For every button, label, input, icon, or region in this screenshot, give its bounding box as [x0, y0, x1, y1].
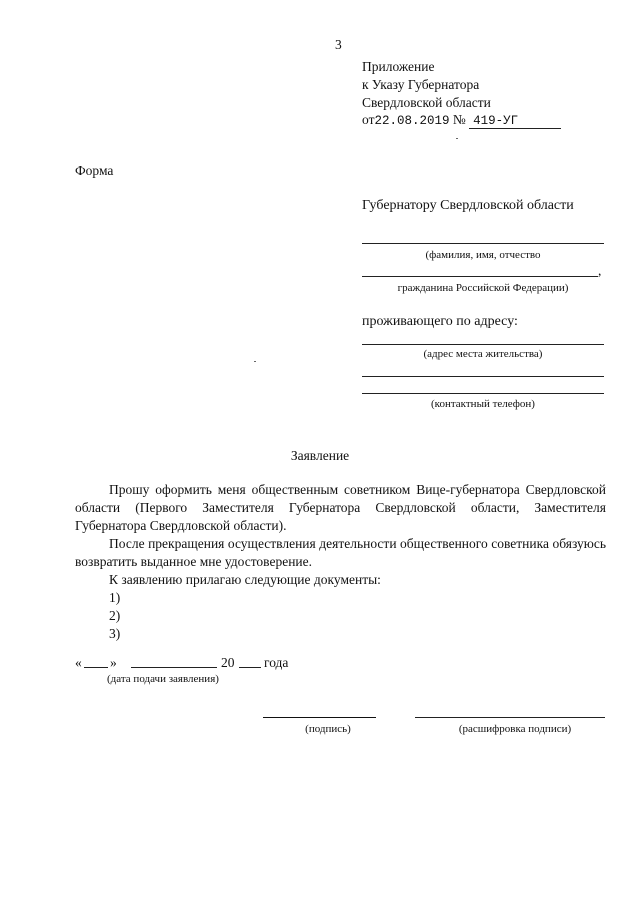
residing-label: проживающего по адресу:: [362, 314, 518, 329]
page-number: 3: [335, 37, 342, 52]
body-paragraph-3: К заявлению прилагаю следующие документы:: [109, 572, 381, 587]
form-label: Форма: [75, 163, 114, 178]
year-suffix: года: [264, 655, 289, 670]
number-prefix: №: [452, 112, 466, 127]
appendix-line-1: Приложение: [362, 59, 435, 74]
caption-phone: (контактный телефон): [431, 398, 535, 410]
appendix-line-3: Свердловской области: [362, 95, 491, 110]
appendix-line-2: к Указу Губернатора: [362, 77, 480, 92]
caption-address: (адрес места жительства): [423, 348, 543, 360]
decree-number: 419-УГ: [469, 114, 561, 129]
date-close-quote: »: [110, 655, 117, 670]
address-line: [362, 344, 604, 345]
citizen-line: [362, 276, 598, 277]
year-prefix: 20: [221, 655, 235, 670]
date-prefix: от: [362, 112, 375, 127]
list-item-2: 2): [109, 608, 121, 623]
scan-speck: [456, 138, 458, 139]
date-open-quote: «: [75, 655, 82, 670]
caption-signature: (подпись): [305, 723, 351, 735]
body-paragraph-2: После прекращения осуществления деятельности общественного советника обязуюсь возвратить выданное мне удостоверение.: [75, 536, 606, 569]
scan-speck: [254, 361, 256, 362]
day-blank: [84, 667, 108, 668]
address-line-2: [362, 376, 604, 377]
caption-citizen: гражданина Российской Федерации): [397, 282, 569, 294]
list-item-3: 3): [109, 626, 121, 641]
decoding-line: [415, 717, 605, 718]
document-title: Заявление: [290, 448, 350, 463]
caption-name: (фамилия, имя, отчество: [425, 249, 541, 261]
phone-line: [362, 393, 604, 394]
body-paragraph-1: Прошу оформить меня общественным советником Вице-губернатора Свердловской области (Первого Заместителя Губернатора Свердловской области, Заместителя Губернатора Свердловской области).: [75, 482, 606, 533]
year-blank: [239, 667, 261, 668]
recipient: Губернатору Свердловской области: [362, 198, 574, 213]
month-blank: [131, 667, 217, 668]
decree-date: 22.08.2019: [374, 114, 450, 128]
citizen-comma: ,: [598, 263, 602, 278]
appendix-date-line: [362, 111, 561, 130]
name-line: [362, 243, 604, 244]
list-item-1: 1): [109, 590, 121, 605]
caption-date: (дата подачи заявления): [107, 673, 219, 685]
caption-decoding: (расшифровка подписи): [458, 723, 572, 735]
signature-line: [263, 717, 376, 718]
